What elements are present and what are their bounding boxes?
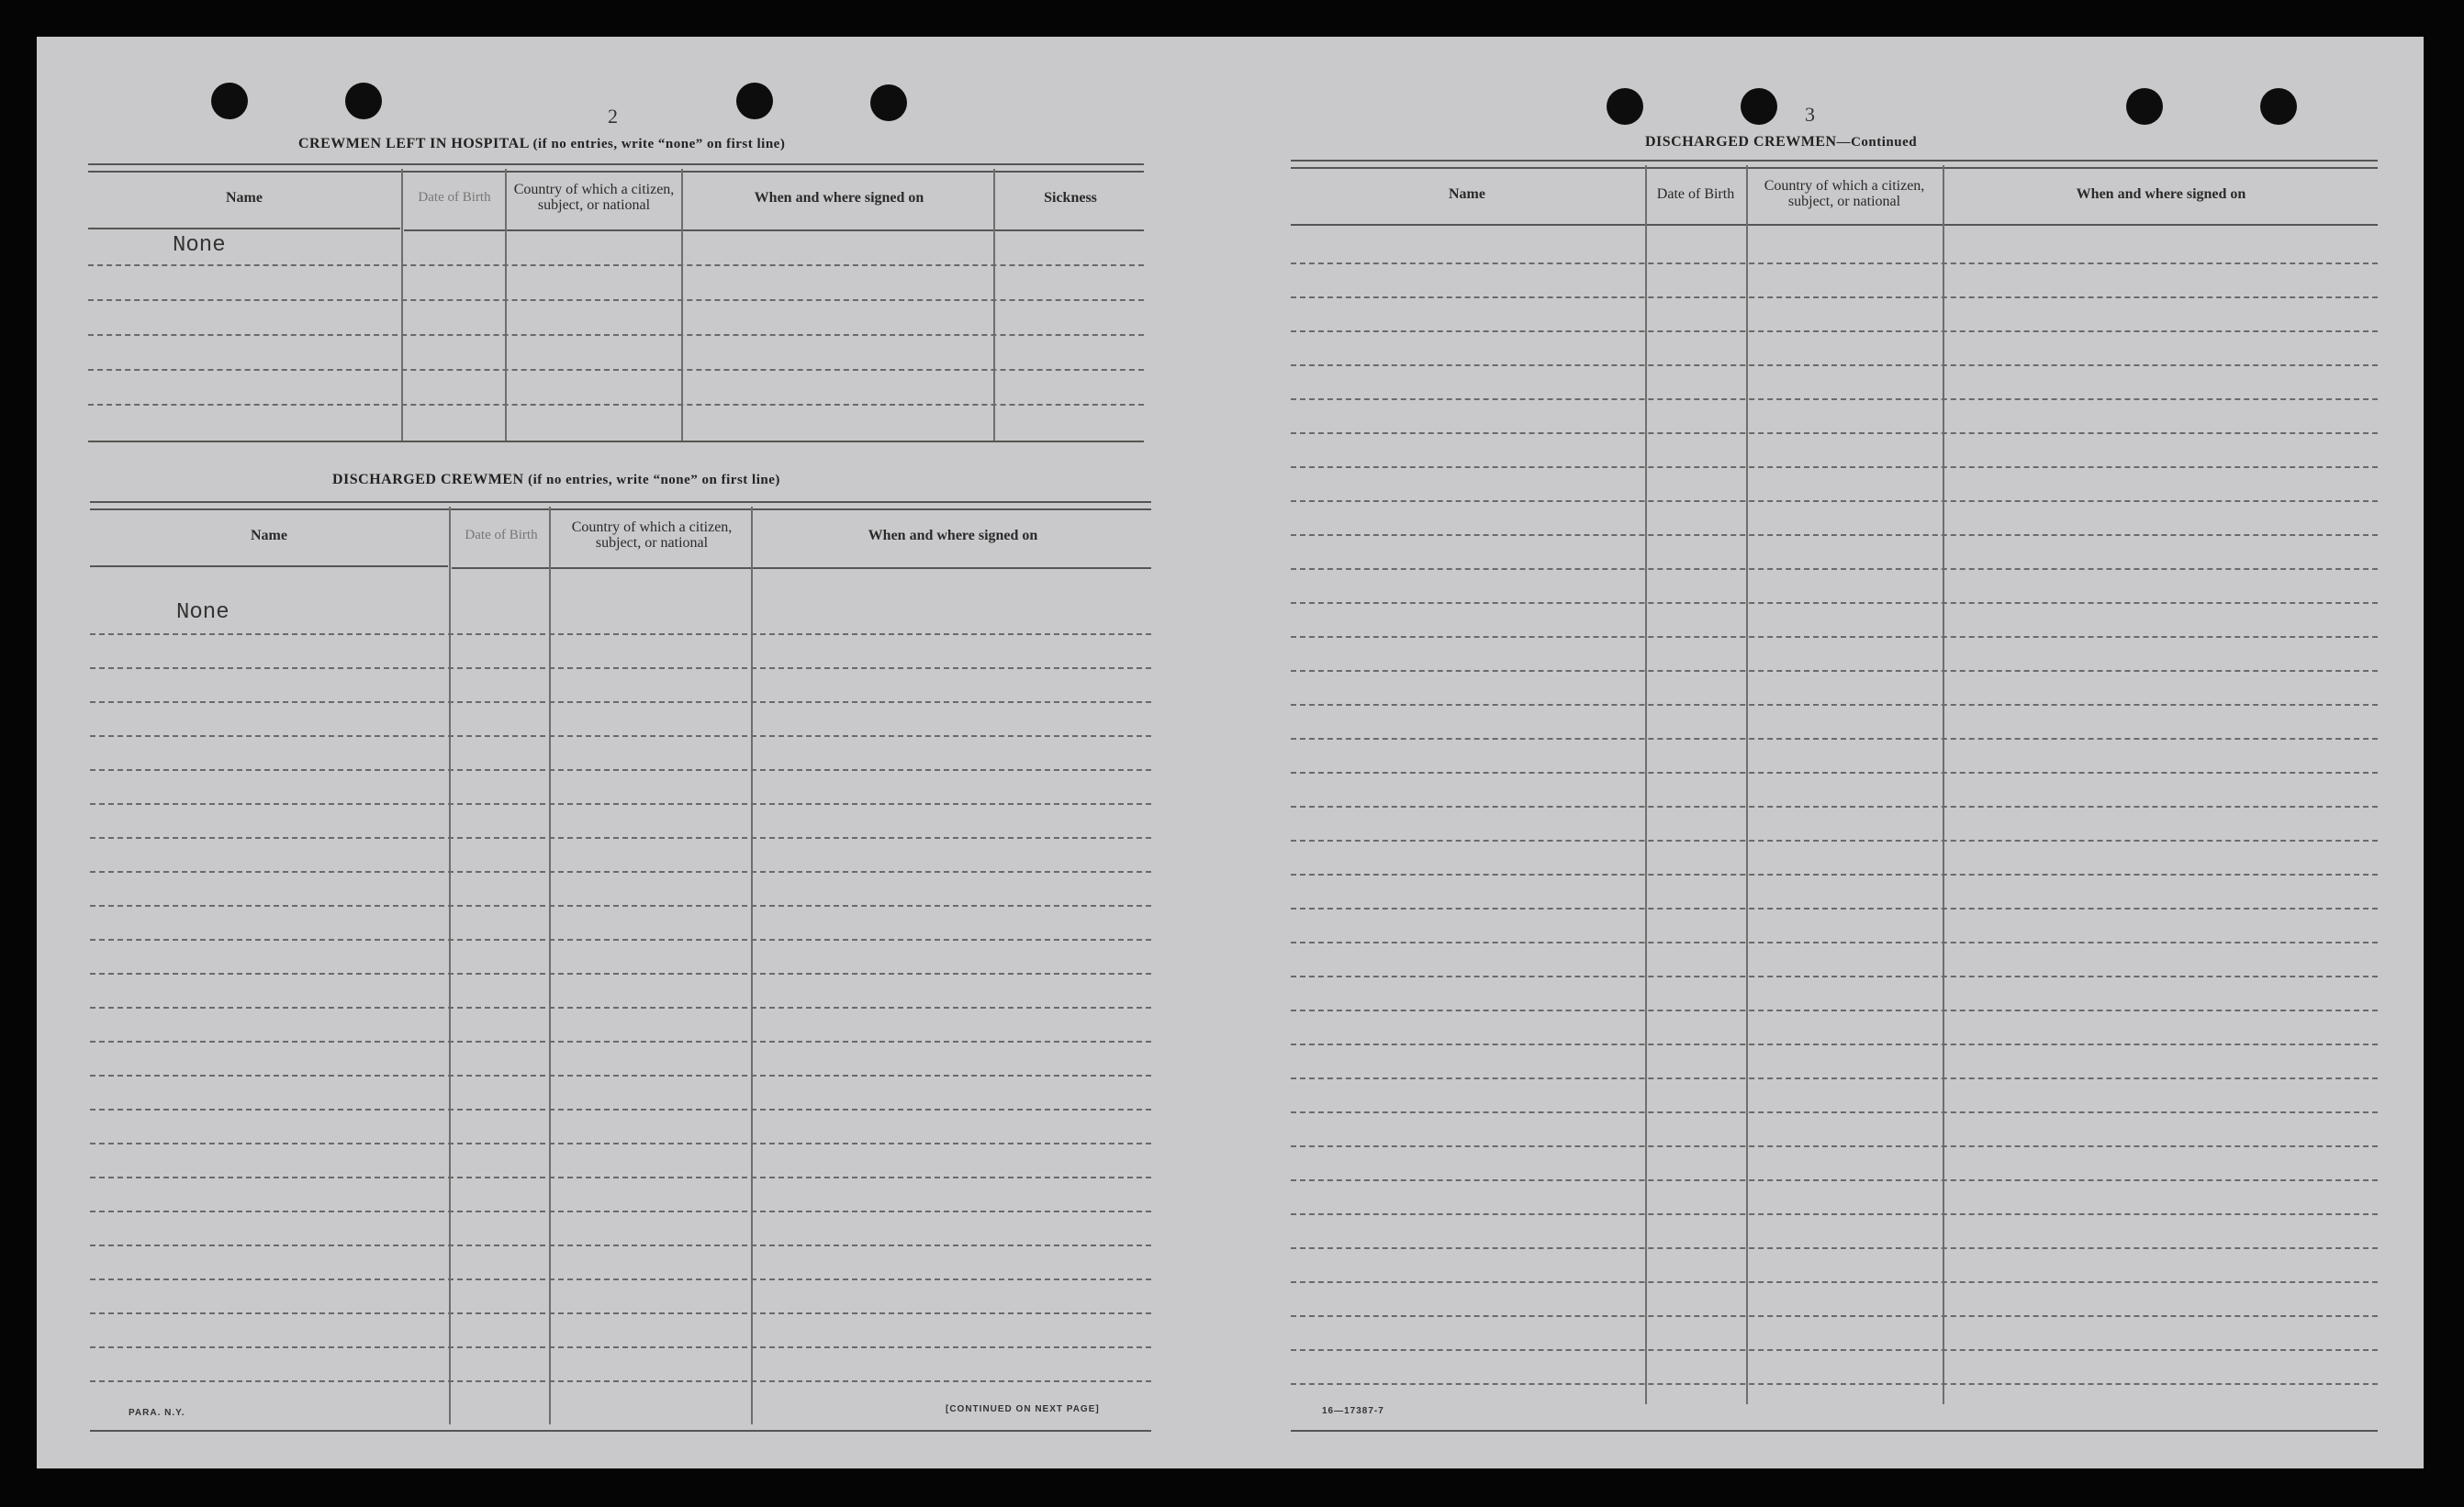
entry-line bbox=[1291, 976, 2378, 977]
table-bottom-rule bbox=[1291, 1430, 2378, 1432]
form-number: 16—17387-7 bbox=[1322, 1406, 1384, 1416]
entry-line bbox=[1291, 1213, 2378, 1215]
header-bottom-rule bbox=[1291, 224, 2378, 226]
entry-line bbox=[90, 1075, 1151, 1077]
column-divider bbox=[449, 507, 451, 1424]
entry-line bbox=[1291, 636, 2378, 638]
entry-line bbox=[88, 264, 1144, 266]
entry-line bbox=[90, 837, 1151, 839]
entry-line bbox=[1291, 942, 2378, 943]
entry-line bbox=[90, 1109, 1151, 1111]
discharged-title-note: (if no entries, write “none” on first line) bbox=[528, 473, 780, 487]
column-divider bbox=[681, 169, 683, 441]
entry-line bbox=[90, 667, 1151, 669]
entry-line bbox=[1291, 1281, 2378, 1283]
entry-line bbox=[1291, 330, 2378, 332]
entry-line bbox=[90, 939, 1151, 941]
entry-line bbox=[1291, 466, 2378, 468]
hospital-entry-none: None bbox=[173, 233, 226, 258]
entry-line bbox=[1291, 568, 2378, 570]
entry-line bbox=[90, 1278, 1151, 1280]
punch-hole bbox=[1607, 88, 1643, 125]
entry-line bbox=[1291, 364, 2378, 366]
col-header-country: Country of which a citizen, subject, or national bbox=[513, 182, 675, 213]
entry-line bbox=[1291, 908, 2378, 910]
col-header-signed-on: When and where signed on bbox=[754, 189, 924, 206]
entry-line bbox=[1291, 1111, 2378, 1113]
entry-line bbox=[90, 1245, 1151, 1246]
column-divider bbox=[751, 507, 753, 1424]
entry-line bbox=[1291, 1077, 2378, 1079]
entry-line bbox=[88, 299, 1144, 301]
discharged-table bbox=[90, 501, 1151, 1432]
header-bottom-rule bbox=[404, 229, 1144, 231]
entry-line bbox=[90, 973, 1151, 975]
entry-line bbox=[88, 334, 1144, 336]
column-divider bbox=[1943, 165, 1944, 1404]
entry-line bbox=[1291, 806, 2378, 808]
col-header-signed-on: When and where signed on bbox=[868, 527, 1038, 543]
table-top-rule bbox=[90, 501, 1151, 510]
punch-hole bbox=[736, 83, 773, 119]
col-header-dob: Date of Birth bbox=[465, 528, 538, 543]
header-bottom-rule bbox=[88, 228, 400, 229]
entry-line bbox=[1291, 398, 2378, 400]
entry-line bbox=[88, 369, 1144, 371]
entry-line bbox=[1291, 840, 2378, 842]
form-sheet bbox=[37, 37, 2424, 1468]
entry-line bbox=[90, 769, 1151, 771]
entry-line bbox=[1291, 534, 2378, 536]
entry-line bbox=[1291, 432, 2378, 434]
entry-line bbox=[90, 735, 1151, 737]
entry-line bbox=[1291, 874, 2378, 876]
punch-hole bbox=[345, 83, 382, 119]
col-header-sickness: Sickness bbox=[1044, 189, 1097, 206]
entry-line bbox=[90, 1346, 1151, 1348]
punch-hole bbox=[2126, 88, 2163, 125]
column-divider bbox=[1746, 165, 1748, 1404]
discharged-section-title bbox=[332, 472, 780, 488]
punch-hole bbox=[2260, 88, 2297, 125]
column-divider bbox=[993, 169, 995, 441]
entry-line bbox=[90, 1312, 1151, 1314]
continued-title-note: —Continued bbox=[1836, 135, 1918, 150]
punch-hole bbox=[1741, 88, 1777, 125]
continued-title-main: DISCHARGED CREWMEN bbox=[1645, 134, 1837, 150]
col-header-country: Country of which a citizen, subject, or national bbox=[1764, 178, 1925, 209]
column-divider bbox=[549, 507, 551, 1424]
entry-line bbox=[1291, 1044, 2378, 1045]
column-divider bbox=[1645, 165, 1647, 1404]
entry-line bbox=[1291, 1315, 2378, 1317]
entry-line bbox=[90, 1007, 1151, 1009]
entry-line bbox=[90, 1143, 1151, 1144]
punch-hole bbox=[211, 83, 248, 119]
header-bottom-rule bbox=[452, 567, 1151, 569]
entry-line bbox=[1291, 296, 2378, 298]
entry-line bbox=[90, 1041, 1151, 1043]
entry-line bbox=[1291, 1010, 2378, 1011]
col-header-dob: Date of Birth bbox=[418, 190, 491, 206]
entry-line bbox=[90, 1211, 1151, 1212]
entry-line bbox=[1291, 704, 2378, 706]
entry-line bbox=[90, 633, 1151, 635]
table-bottom-rule bbox=[90, 1430, 1151, 1432]
discharged-continued-table bbox=[1291, 160, 2378, 1435]
continued-note: [CONTINUED ON NEXT PAGE] bbox=[946, 1404, 1100, 1414]
entry-line bbox=[1291, 1145, 2378, 1147]
col-header-name: Name bbox=[226, 189, 263, 206]
hospital-title-main: CREWMEN LEFT IN HOSPITAL bbox=[298, 136, 530, 151]
column-divider bbox=[505, 169, 507, 441]
discharged-entry-none: None bbox=[176, 600, 230, 625]
table-bottom-rule bbox=[88, 441, 1144, 442]
discharged-continued-title bbox=[1645, 134, 1917, 151]
entry-line bbox=[1291, 1179, 2378, 1181]
punch-hole bbox=[870, 84, 907, 121]
col-header-name: Name bbox=[251, 527, 287, 543]
entry-line bbox=[88, 404, 1144, 406]
entry-line bbox=[1291, 772, 2378, 774]
entry-line bbox=[90, 905, 1151, 907]
entry-line bbox=[1291, 500, 2378, 502]
column-divider bbox=[401, 169, 403, 441]
printer-mark: PARA. N.Y. bbox=[129, 1408, 185, 1418]
header-bottom-rule bbox=[90, 565, 448, 567]
col-header-name: Name bbox=[1449, 185, 1485, 202]
entry-line bbox=[1291, 1349, 2378, 1351]
entry-line bbox=[90, 803, 1151, 805]
entry-line bbox=[90, 1177, 1151, 1178]
entry-line bbox=[1291, 602, 2378, 604]
page-number: 3 bbox=[1805, 103, 1815, 126]
entry-line bbox=[90, 701, 1151, 703]
entry-line bbox=[1291, 738, 2378, 740]
col-header-country: Country of which a citizen, subject, or national bbox=[571, 519, 733, 551]
discharged-title-main: DISCHARGED CREWMEN bbox=[332, 472, 524, 487]
entry-line bbox=[1291, 1247, 2378, 1249]
hospital-section-title bbox=[298, 136, 785, 152]
hospital-title-note: (if no entries, write “none” on first line) bbox=[532, 137, 786, 151]
entry-line bbox=[1291, 1383, 2378, 1385]
page-number: 2 bbox=[608, 105, 618, 128]
entry-line bbox=[90, 1380, 1151, 1382]
entry-line bbox=[1291, 262, 2378, 264]
entry-line bbox=[90, 871, 1151, 873]
entry-line bbox=[1291, 670, 2378, 672]
col-header-signed-on: When and where signed on bbox=[2076, 185, 2246, 202]
col-header-dob: Date of Birth bbox=[1656, 185, 1735, 202]
table-top-rule bbox=[88, 163, 1144, 173]
hospital-table bbox=[88, 163, 1144, 448]
